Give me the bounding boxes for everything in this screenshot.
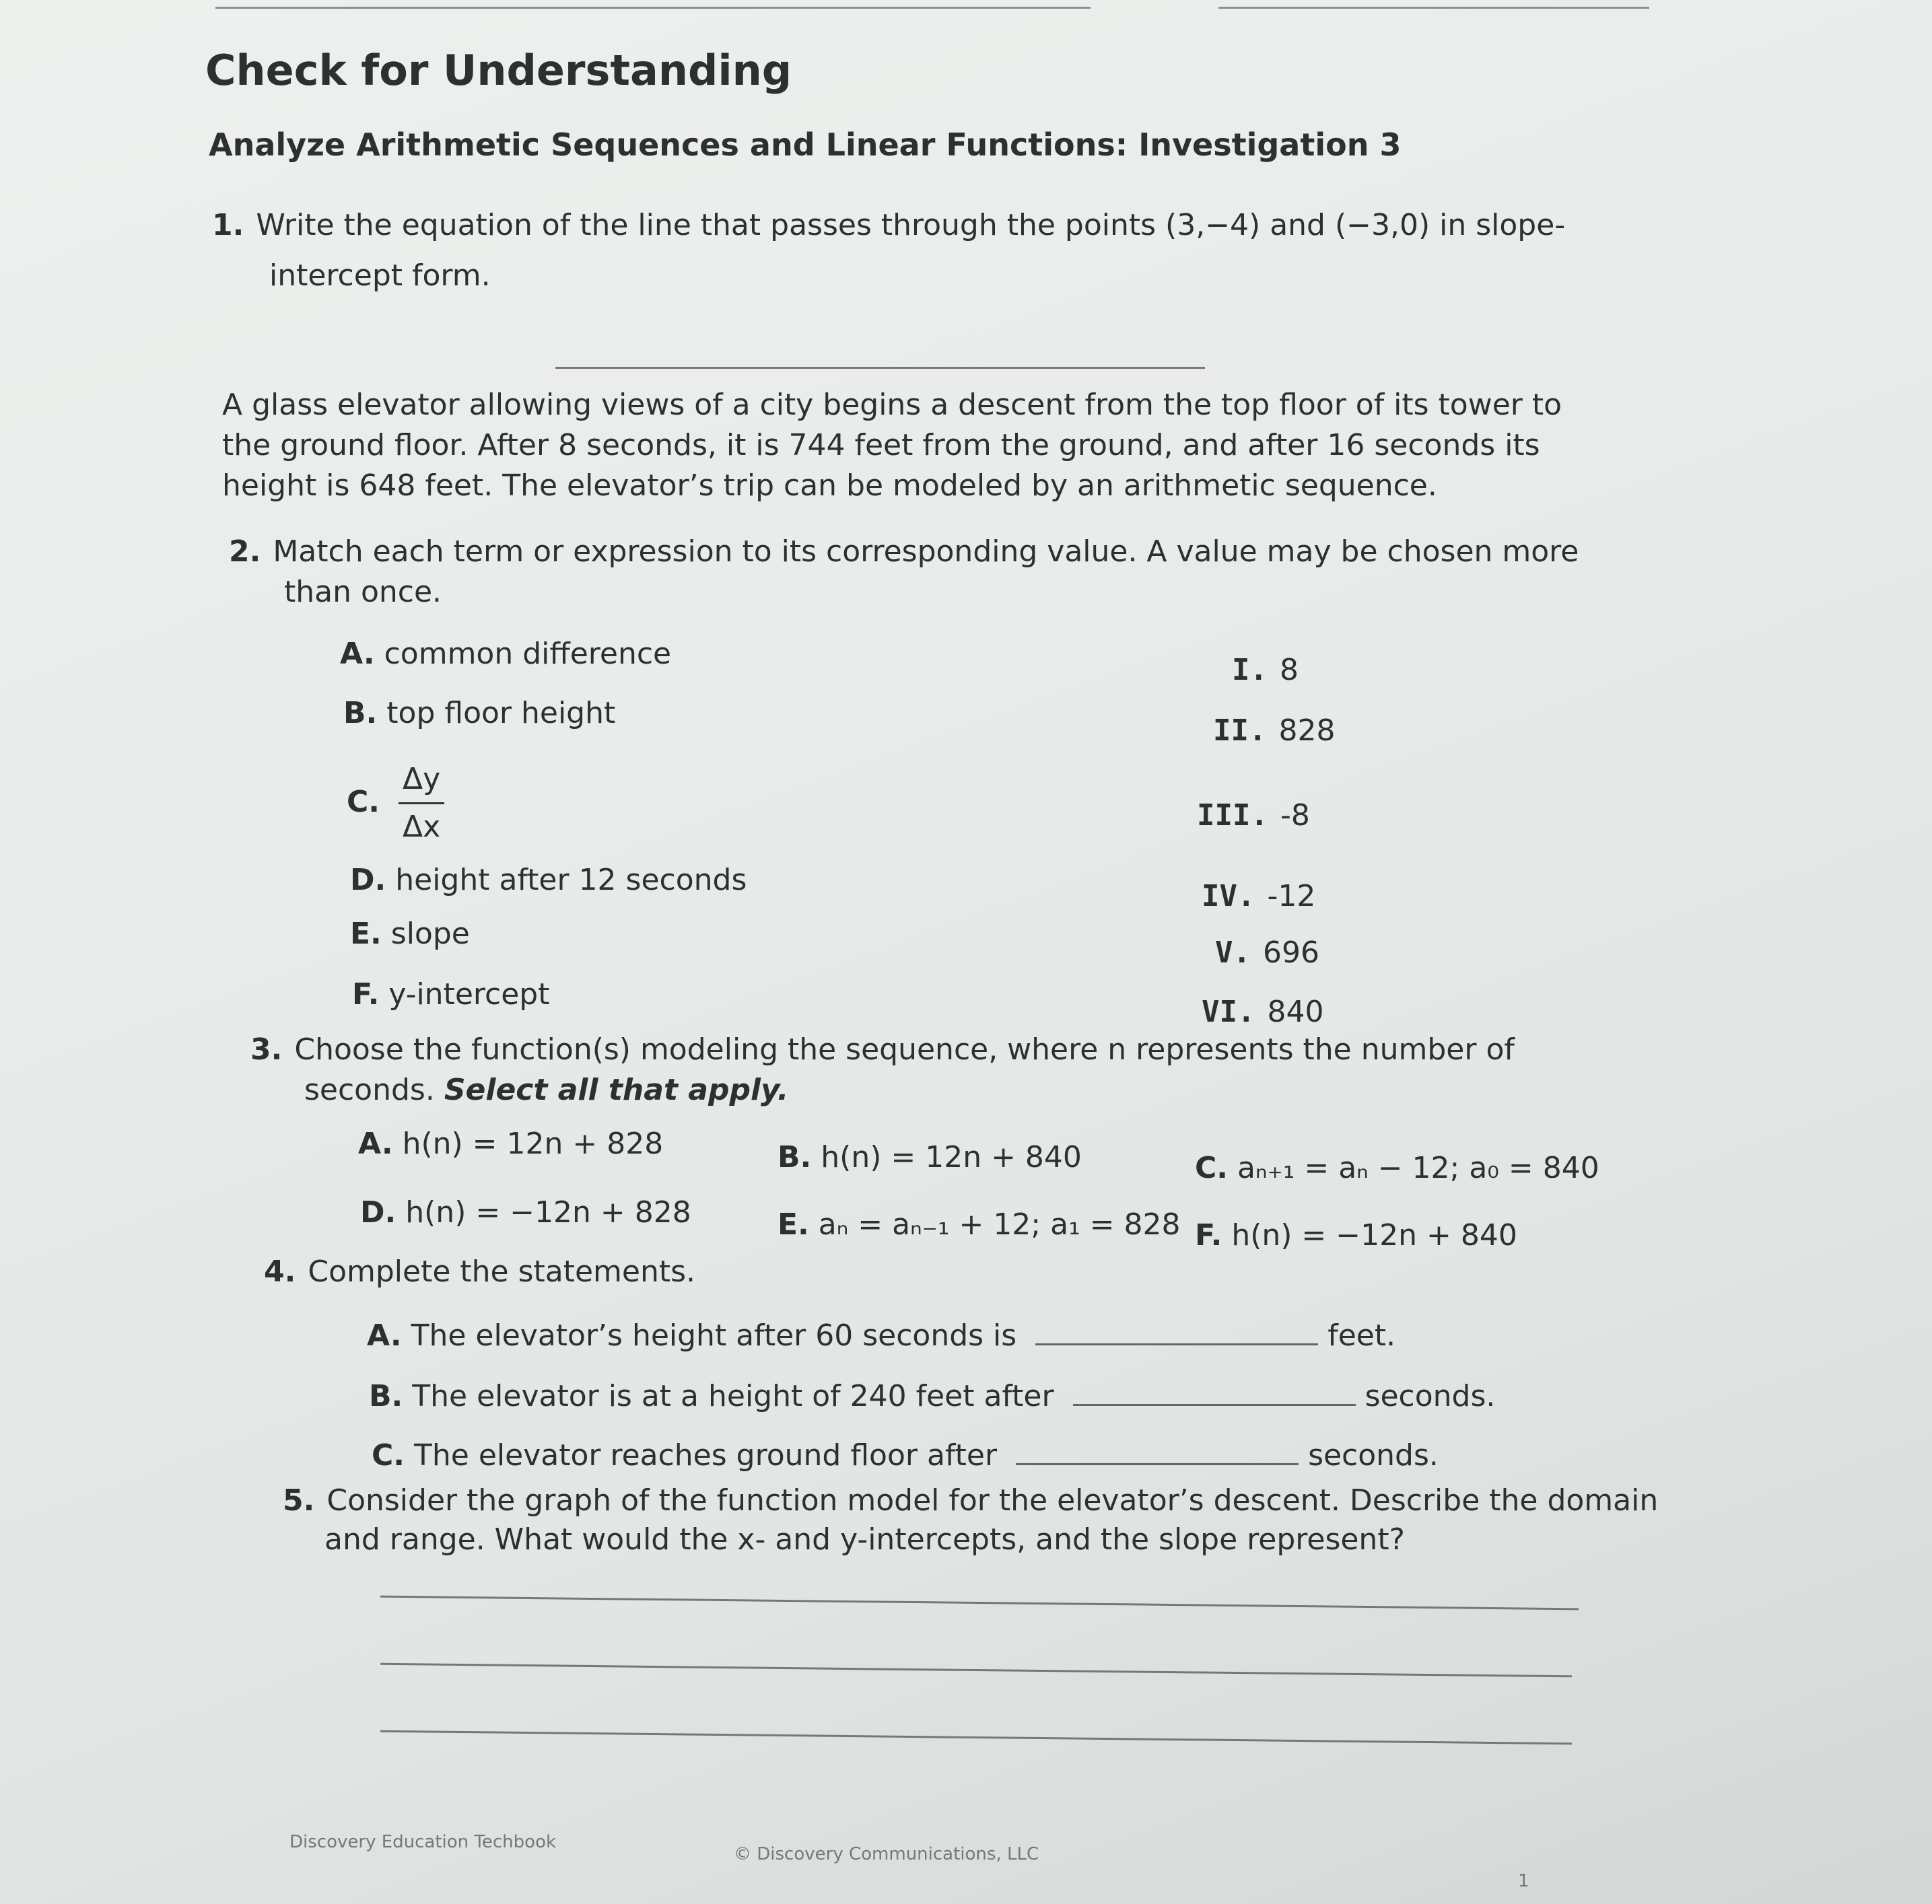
q2-line2: than once.	[284, 575, 442, 609]
passage-line2: the ground floor. After 8 seconds, it is 744 feet from the ground, and after 16 seconds its	[222, 428, 1540, 462]
q3-option-d[interactable]: D. h(n) = −12n + 828	[360, 1195, 691, 1230]
top-rule-date	[1218, 7, 1649, 9]
match-term-e: E. slope	[350, 917, 470, 951]
q4-statement-b: B. The elevator is at a height of 240 feet after seconds.	[369, 1373, 1495, 1417]
q4-text: Complete the statements.	[308, 1255, 696, 1289]
q1-answer-blank[interactable]	[555, 367, 1205, 369]
q4-statement-c: C. The elevator reaches ground floor after seconds.	[372, 1432, 1439, 1476]
passage-line1: A glass elevator allowing views of a city begins a descent from the top floor of its tower to	[222, 388, 1562, 422]
match-term-f: F. y-intercept	[352, 977, 550, 1012]
match-term-a: A. common difference	[340, 637, 672, 671]
q4-statement-a: A. The elevator’s height after 60 seconds is feet.	[367, 1312, 1395, 1356]
match-value-i: I. 8	[1232, 653, 1299, 687]
q1-text: Write the equation of the line that passes through the points (3,−4) and (−3,0) in slope-	[256, 208, 1566, 242]
q4-number: 4.	[264, 1255, 296, 1289]
footer-source: Discovery Education Techbook	[289, 1832, 557, 1852]
match-value-iii: III. -8	[1197, 798, 1310, 833]
page-subtitle: Analyze Arithmetic Sequences and Linear Functions: Investigation 3	[209, 127, 1402, 163]
q5-line1	[283, 1481, 1658, 1521]
q5-answer-line-1[interactable]	[380, 1596, 1579, 1611]
q5-text: Consider the graph of the function model for the elevator’s descent. Describe the domain	[326, 1483, 1659, 1518]
q5-line2: and range. What would the x- and y-intercepts, and the slope represent?	[324, 1522, 1405, 1557]
match-term-d: D. height after 12 seconds	[350, 863, 747, 897]
q3-line1	[250, 1030, 1515, 1070]
q3-option-e[interactable]: E. aₙ = aₙ₋₁ + 12; a₁ = 828	[778, 1207, 1181, 1242]
page-title: Check for Understanding	[205, 46, 792, 95]
q4-line	[264, 1252, 695, 1292]
match-term-b: B. top floor height	[343, 696, 616, 730]
match-term-c: C. $\frac{\Delta y}{\Delta x}$	[347, 759, 444, 847]
delta-y-over-delta-x: $\frac{\Delta y}{\Delta x}$	[399, 759, 444, 847]
q3-option-c[interactable]: C. aₙ₊₁ = aₙ − 12; a₀ = 840	[1195, 1151, 1599, 1185]
q1-number: 1.	[212, 208, 244, 242]
q1-line1	[212, 205, 1565, 246]
q4c-answer-blank[interactable]	[1016, 1432, 1299, 1465]
top-rule-name	[215, 7, 1091, 9]
q4b-answer-blank[interactable]	[1073, 1373, 1356, 1406]
q5-answer-line-3[interactable]	[380, 1730, 1572, 1745]
q2-number: 2.	[229, 534, 261, 569]
q3-line2: seconds. Select all that apply.	[304, 1073, 789, 1107]
q4a-answer-blank[interactable]	[1035, 1312, 1318, 1345]
match-value-iv: IV. -12	[1202, 879, 1316, 913]
match-value-v: V. 696	[1215, 936, 1319, 970]
match-value-vi: VI. 840	[1202, 995, 1324, 1029]
q2-text: Match each term or expression to its corresponding value. A value may be chosen more	[273, 534, 1579, 569]
q5-answer-line-2[interactable]	[380, 1663, 1572, 1678]
match-value-ii: II. 828	[1213, 713, 1336, 748]
q3-option-f[interactable]: F. h(n) = −12n + 840	[1195, 1218, 1517, 1253]
footer-copyright: © Discovery Communications, LLC	[734, 1844, 1039, 1864]
q3-number: 3.	[250, 1032, 283, 1067]
q3-text: Choose the function(s) modeling the sequence, where n represents the number of	[294, 1032, 1515, 1067]
q3-option-b[interactable]: B. h(n) = 12n + 840	[778, 1140, 1082, 1174]
q5-number: 5.	[283, 1483, 315, 1518]
q1-line2: intercept form.	[269, 258, 491, 293]
passage-line3: height is 648 feet. The elevator’s trip can be modeled by an arithmetic sequence.	[222, 468, 1437, 503]
q3-option-a[interactable]: A. h(n) = 12n + 828	[358, 1127, 664, 1161]
q2-line1	[229, 532, 1579, 572]
footer-page-number: 1	[1518, 1871, 1529, 1891]
